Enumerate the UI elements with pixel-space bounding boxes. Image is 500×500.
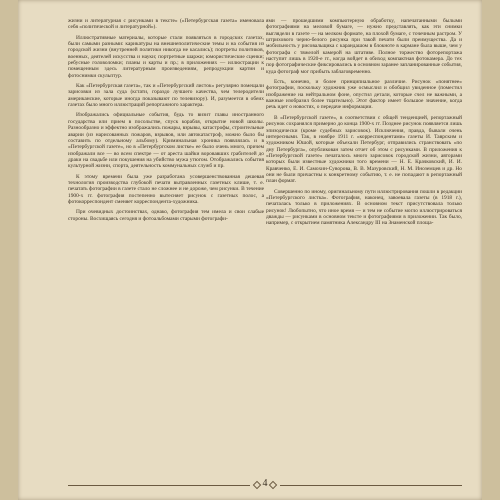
left-column [68,18,264,226]
paragraph: К этому времени была уже разработана усовершенствованная дешевая технология производства глубокой печати вытравленных газетных клише, т. е. печатать фотографии в газете стало не сложнее и не дороже, чем рисунки. В течение 1900-х гг. фотография постепенно вытесняет рисунок с газетных полос, а фотокорреспондент сменяет корреспондента-художника. [68,173,264,205]
paragraph: В «Петербургской газете», в соответствии с общей тенденцией, репортажный рисунок сохранялся примерно до конца 1900-х гг. Позднее рисунок появляется лишь эпизодически (кроме судебных зарисовок). Исключения, правда, бывали очень интересными. Так, в ноябре 1911 г. «корреспондентами» газеты И. Таврским и художником Юшой, которые объехали Петербург, отправились странствовать «по дну Петербурга», опубликован затем отчет об этом с рисунками. В приложения к «Петербургской газете» печаталось много зарисовок городской жизни, авторами которых были известные художники того времени — Н. Е. Крачковский, И. И. Кравченко, Е. И. Самохин-Суворова, В. В. Мазуровский, Н. М. Иноземцев и др. Но они не были причастны к конкретному событию, т. е. не попадают в репортажный план формат. [266,114,462,185]
footer-rule-left [68,485,250,486]
paragraph: Как «Петербургская газета», так и «Петербургский листок» регулярно помещали зарисовки из зала суда (кстати, гораздо лучшего качества, чем телеродители американские, которые иногда показывают по телевизору). И, разумеется в обеих газетах было много иллюстраций репортажного характера. [68,83,264,109]
paragraph: жизни и литературная с рисунками в тексте» («Петербургская газета» именовала себя «политической и литературной»). [68,18,264,31]
book-page [18,0,482,500]
diamond-ornament-icon [269,481,277,489]
page-footer [68,480,462,490]
paragraph: Изображались официальные события, будь то визит главы иностранного государства или прием в посольстве, спуск корабля, открытие новой школы. Разнообразно и эффектно изображались пожары, взрывы, катастрофы, строительные аварии (из нарисованных пожаров, взрывов, или автокатастроф, можно было бы составить по отдельному альбому). Криминальная хроника появлялась и в «Петербургской газете», но в «Петербургском листке» ее было очень много, причем изображали все — во всем спектре — от ареста шайки воровавших грабителей до драки на свадьбе или покушения на убийство мужа утюгом. Отображались события культурной жизни, спорта, деятельность коммунальных служб и пр. [68,112,264,170]
paragraph: Иллюстративные материалы, которые стали появляться в городских газетах, были самыми разными: карикатуры на внешнеполитические темы и на события из городской жизни (внутренней политики никогда не касались); портреты политиков, военных, деятелей искусства и науки; портретные шаржи; юмористические сценки; ребусные головоломки; планы и карты и пр.; в приложениях — иллюстрации к помещенным здесь литературным произведениям, репродукции картин и фотоснимки скульптур. [68,34,264,79]
diamond-ornament-icon [253,481,261,489]
paragraph: Совершенно по иному, оригинальному пути иллюстрирования пошли в редакции «Петербургского листка». Фотография, наконец, завоевала газеты (в 1918 г.), печаталась только в приложениях. В основном текст присутствовала только рисунок! Любопытно, что иное время — и тем не событие могло иллюстрироваться дважды — рисунками в основном тексте и фотографиями в приложении. Так было, например, с открытием памятника Александру III на Знаменской площа- [266,188,462,227]
footer-rule-right [280,485,462,486]
paragraph: При очевидных достоинствах, однако, фотография тем имела и свои слабые стороны. Восхищаясь сегодня и фотоальбомами старыми фотографи- [68,209,264,222]
paragraph: ями — прошедшими компьютерную обработку, напечатанными былыми фотографиями на меловой бумаге, — нужно представлять, как эти снимки выглядели в газете — на мелком формате, на плохой бумаге, с точечным растром. У штрихового черно-белого рисунка при такой печати были преимущества. Да и мобильность у рисовальщика с карандашом в блокноте в кармане была выше, чем у фотографа с тяжелой камерой на штативе. Полное торжество фоторепортажа наступит лишь в 1920-е гг., когда войдет в обиход компактная фотокамера. До тех пор фотографические фиксировались в основном заранее запланированные события, куда фотограф мог прибыть заблаговременно. [266,18,462,75]
right-column [266,18,462,231]
paragraph: Есть, конечно, и более принципиальное различие. Рисунок «понятнее» фотографии, поскольку художник уже осмыслил и обобщил увиденное (поместил изображение на нейтральном фоне, опустил детали, которые счел не важными, а важные изобразил более тщательно). Этот фактор имеет большое значение, когда речь идет о новостях, о передаче информации. [266,79,462,111]
page-number: 4 [262,478,268,489]
